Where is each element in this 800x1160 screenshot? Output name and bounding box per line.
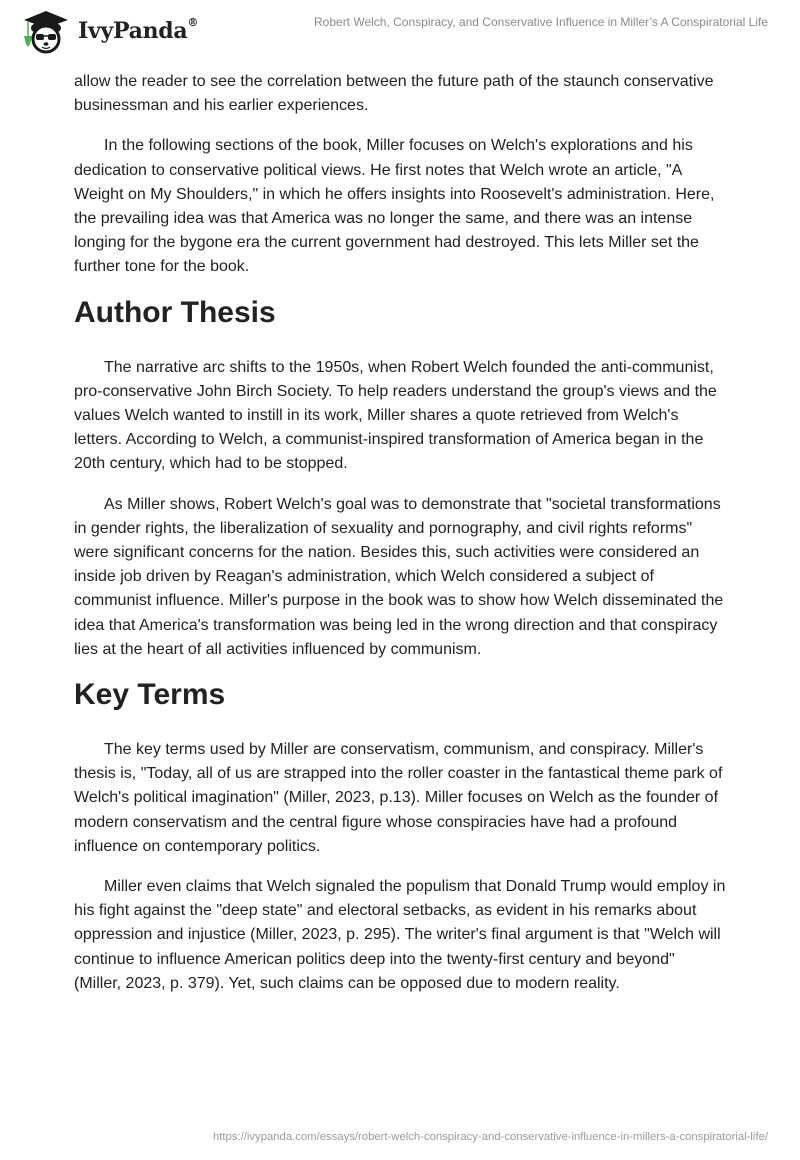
essay-content xyxy=(74,70,726,1012)
intro-paragraph: In the following sections of the book, Miller focuses on Welch's explorations and his dedication to conservative political views. He first notes that Welch wrote an article, "A Weight on My Shoulders," in which he offers insights into Roosevelt's administration. Here, the prevailing idea was that America was no longer the same, and there was an intense longing for the bygone era the current government had destroyed. This lets Miller set the further tone for the book. xyxy=(74,137,715,276)
section-heading-key-terms: Key Terms xyxy=(74,678,226,712)
logo-wordmark: IvyPanda® xyxy=(78,16,199,44)
document-title: Robert Welch, Conspiracy, and Conservative Influence in Miller’s A Conspiratorial Life xyxy=(314,15,768,29)
page-header xyxy=(0,0,800,60)
body-paragraph: The key terms used by Miller are conservatism, communism, and conspiracy. Miller's thesis is, "Today, all of us are strapped into the roller coaster in the fantastical theme park of Welch's political imagination" (Miller, 2023, p.13). Miller focuses on Welch as the founder of modern conservatism and the central figure whose conspiracies have had a profound influence on contemporary politics. xyxy=(74,741,723,855)
section-heading-author-thesis: Author Thesis xyxy=(74,295,276,329)
body-paragraph: Miller even claims that Welch signaled the populism that Donald Trump would employ in his fight against the "deep state" and electoral setbacks, as evident in his remarks about oppression and injustice (Miller, 2023, p. 295). The writer's final argument is that "Welch will continue to influence American politics deep into the twenty-first century and beyond" (Miller, 2023, p. 379). Yet, such claims can be opposed due to modern reality. xyxy=(74,878,726,992)
ivypanda-logo[interactable] xyxy=(20,8,198,54)
source-url-link[interactable]: https://ivypanda.com/essays/robert-welch-conspiracy-and-conservative-influence-in-millers-a-conspiratorial-life/ xyxy=(212,1131,768,1143)
body-paragraph: As Miller shows, Robert Welch's goal was to demonstrate that "societal transformations in gender rights, the liberalization of sexuality and pornography, and civil rights reforms" were significant concerns for the nation. Besides this, such activities were considered an inside job driven by Reagan's administration, which Welch considered a subject of communist influence. Miller's purpose in the book was to show how Welch disseminated the idea that America's transformation was being led in the wrong direction and that conspiracy lies at the heart of all activities influenced by communism. xyxy=(74,495,724,658)
body-paragraph: The narrative arc shifts to the 1950s, when Robert Welch founded the anti-communist, pro-conservative John Birch Society. To help readers understand the group's views and the values Welch wanted to instill in its work, Miller shares a quote retrieved from Welch's letters. According to Welch, a communist-inspired transformation of America began in the 20th century, which had to be stopped. xyxy=(74,358,717,473)
panda-graduate-icon xyxy=(20,8,72,54)
intro-paragraph: allow the reader to see the correlation between the future path of the staunch conservative businessman and his earlier experiences. xyxy=(74,73,714,115)
